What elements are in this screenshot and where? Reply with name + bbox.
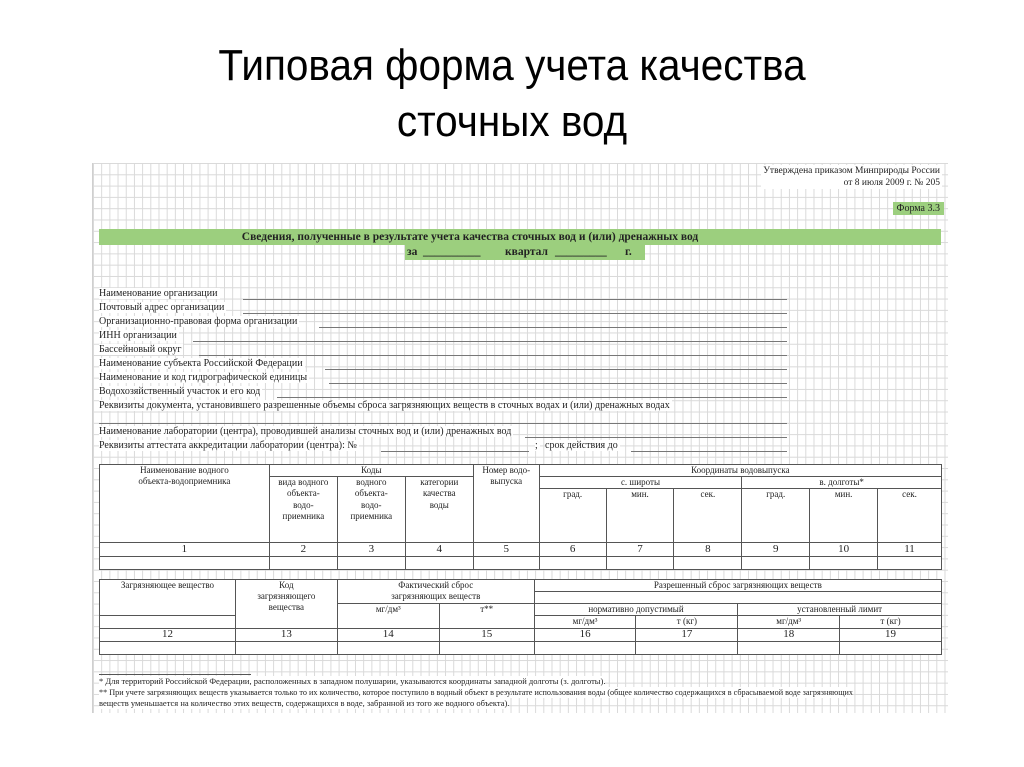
cell[interactable] (439, 641, 534, 654)
cell[interactable] (337, 557, 405, 570)
cell[interactable] (100, 557, 270, 570)
column-number-row (100, 628, 942, 641)
col-number: 13 (235, 628, 337, 641)
header-lon-deg: град. (742, 489, 810, 543)
field-org-name[interactable] (99, 287, 220, 300)
field-hydro-unit-line[interactable] (329, 383, 787, 384)
header-normative-t: т (кг) (636, 616, 738, 628)
header-coordinates: Координаты водовыпуска (539, 465, 941, 477)
field-label: Почтовый адрес организации (99, 302, 225, 313)
approval-line2: от 8 июля 2009 г. № 205 (843, 178, 940, 188)
col-number: 14 (337, 628, 439, 641)
col-number: 9 (742, 543, 810, 557)
header-longitude: в. долготы* (742, 477, 942, 489)
pollutant-table (99, 579, 942, 655)
cell[interactable] (269, 557, 337, 570)
col-number: 10 (810, 543, 878, 557)
field-inn[interactable] (99, 329, 179, 342)
cell[interactable] (337, 641, 439, 654)
header-lon-min: мин. (810, 489, 878, 543)
header-lat-deg: град. (539, 489, 606, 543)
header-code-body: водного объекта-водо-приемника (337, 477, 405, 543)
field-discharge-permit[interactable] (99, 399, 672, 412)
header-actual-discharge: Фактический сброс загрязняющих веществ (337, 580, 534, 604)
slide-title (41, 38, 983, 150)
field-laboratory[interactable] (99, 425, 513, 438)
field-label: Бассейновый округ (99, 344, 182, 355)
field-laboratory-line[interactable] (525, 437, 787, 438)
header-normative-mg: мг/дм³ (534, 616, 636, 628)
col-number: 8 (674, 543, 742, 557)
col-number: 19 (840, 628, 942, 641)
col-number: 12 (100, 628, 236, 641)
field-water-section[interactable] (99, 385, 262, 398)
field-label: ИНН организации (99, 330, 177, 341)
header-normative: нормативно допустимый (534, 604, 738, 616)
period-quarter-label: квартал (505, 246, 548, 258)
table-row[interactable] (100, 557, 942, 570)
field-legal-form-line[interactable] (319, 327, 787, 328)
header-lon-sec: сек. (878, 489, 942, 543)
footnote-separator (99, 674, 251, 675)
cell[interactable] (235, 641, 337, 654)
footnote-2-line2: веществ уменьшается на количество этих веществ, содержащихся в воде, забранной из того же водного объекта). (99, 698, 510, 708)
footnote-1: * Для территорий Российской Федерации, расположенных в западном полушарии, указываются координаты западной долготы (з. долготы). (99, 676, 606, 686)
approval-line1: Утверждена приказом Минприроды России (763, 166, 940, 176)
col-number: 1 (100, 543, 270, 557)
field-org-name-line[interactable] (243, 299, 787, 300)
header-latitude: с. широты (539, 477, 742, 489)
col-number: 16 (534, 628, 636, 641)
col-number: 3 (337, 543, 405, 557)
field-label: Водохозяйственный участок и его код (99, 386, 261, 397)
field-federal-subject-line[interactable] (325, 369, 787, 370)
header-limit-mg: мг/дм³ (738, 616, 840, 628)
header-limit: установленный лимит (738, 604, 942, 616)
field-label: Организационно-правовая форма организации (99, 316, 298, 327)
field-label: Наименование и код гидрографической единицы (99, 372, 308, 383)
slide-title-line2: сточных вод (396, 97, 628, 146)
header-permitted-discharge: Разрешенный сброс загрязняющих веществ (534, 580, 941, 592)
field-basin-district-line[interactable] (199, 355, 787, 356)
field-accreditation-number-line[interactable] (381, 451, 529, 452)
field-label: Реквизиты аттестата аккредитации лаборатории (центра): № (99, 440, 357, 451)
field-water-section-line[interactable] (277, 397, 787, 398)
col-number: 2 (269, 543, 337, 557)
col-number: 11 (878, 543, 942, 557)
outlet-table (99, 464, 942, 570)
cell[interactable] (674, 557, 742, 570)
field-legal-form[interactable] (99, 315, 299, 328)
header-outlet-number: Номер водо-выпуска (473, 465, 539, 543)
cell[interactable] (405, 557, 473, 570)
field-hydro-unit[interactable] (99, 371, 309, 384)
cell[interactable] (810, 557, 878, 570)
header-actual-mg: мг/дм³ (337, 604, 439, 628)
period-year-blank[interactable]: _________ (555, 246, 607, 258)
col-number: 18 (738, 628, 840, 641)
column-number-row (100, 543, 942, 557)
field-label: Реквизиты документа, установившего разрешенные объемы сброса загрязняющих веществ в сточных водах и (или) дренажных водах (99, 400, 670, 411)
field-postal-address-line[interactable] (243, 313, 787, 314)
field-validity-line[interactable] (631, 451, 787, 452)
separator-text: ; (535, 440, 538, 451)
col-number: 17 (636, 628, 738, 641)
col-number: 6 (539, 543, 606, 557)
col-number: 5 (473, 543, 539, 557)
header-permitted-spacer (534, 592, 941, 604)
cell[interactable] (878, 557, 942, 570)
period-year-label: г. (625, 246, 632, 258)
header-pollutant: Загрязняющее вещество (100, 580, 236, 616)
cell[interactable] (473, 557, 539, 570)
header-pollutant-spacer (100, 616, 236, 628)
field-federal-subject[interactable] (99, 357, 305, 370)
slide-title-line1: Типовая форма учета качества (218, 41, 806, 90)
header-codes: Коды (269, 465, 473, 477)
header-lat-min: мин. (606, 489, 674, 543)
period-quarter-blank[interactable]: __________ (423, 246, 481, 258)
accreditation-separator (535, 439, 540, 452)
form-title: Сведения, полученные в результате учета качества сточных вод и (или) дренажных вод (241, 231, 699, 243)
field-label: срок действия до (545, 440, 618, 451)
field-validity[interactable] (545, 439, 620, 452)
approval-note (761, 165, 942, 189)
cell[interactable] (742, 557, 810, 570)
period-row (405, 245, 645, 260)
field-label: Наименование организации (99, 288, 218, 299)
field-inn-line[interactable] (193, 341, 787, 342)
header-code-quality: категории качества воды (405, 477, 473, 543)
form-number: Форма 3.3 (893, 202, 944, 215)
header-actual-t: т** (439, 604, 534, 628)
cell[interactable] (539, 557, 606, 570)
field-label: Наименование лаборатории (центра), проводившей анализы сточных вод и (или) дренажных вод (99, 426, 512, 437)
form-sheet (92, 163, 948, 713)
header-lat-sec: сек. (674, 489, 742, 543)
col-number: 4 (405, 543, 473, 557)
footnote-2-line1: ** При учете загрязняющих веществ указывается только то их количество, которое поступило в водный объект в результате использования воды (общее количество содержащихся в сбрасываемой воде загрязняющих (99, 688, 854, 697)
col-number: 15 (439, 628, 534, 641)
header-code-type: вида водного объекта-водо-приемника (269, 477, 337, 543)
field-basin-district[interactable] (99, 343, 183, 356)
header-pollutant-code: Код загрязняющего вещества (235, 580, 337, 629)
cell[interactable] (100, 641, 236, 654)
field-postal-address[interactable] (99, 301, 226, 314)
period-for: за (407, 246, 418, 258)
table-row[interactable] (100, 641, 942, 654)
cell[interactable] (738, 641, 840, 654)
cell[interactable] (534, 641, 636, 654)
header-water-body: Наименование водного объекта-водоприемника (100, 465, 270, 543)
field-accreditation[interactable] (99, 439, 359, 452)
field-label: Наименование субъекта Российской Федерации (99, 358, 303, 369)
cell[interactable] (606, 557, 674, 570)
field-discharge-permit-line[interactable] (99, 423, 787, 424)
cell[interactable] (840, 641, 942, 654)
cell[interactable] (636, 641, 738, 654)
col-number: 7 (606, 543, 674, 557)
header-limit-t: т (кг) (840, 616, 942, 628)
